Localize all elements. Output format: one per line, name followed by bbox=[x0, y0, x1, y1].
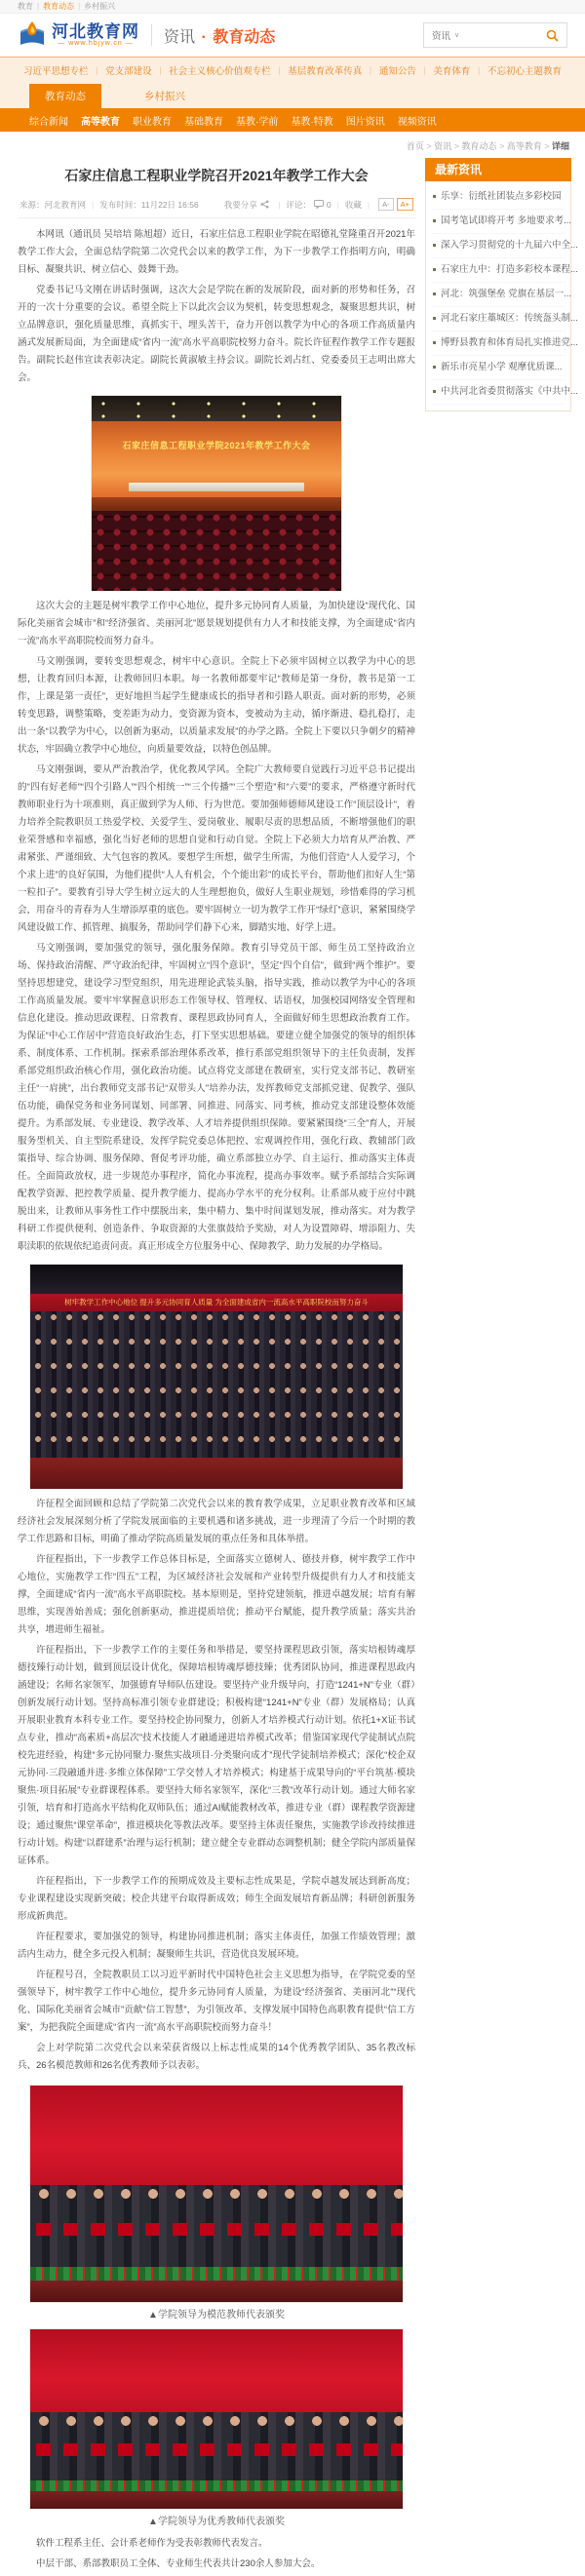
search-box[interactable] bbox=[423, 22, 567, 48]
breadcrumb-home[interactable]: 首页 > bbox=[407, 141, 434, 151]
photo-stage-front bbox=[30, 2491, 403, 2509]
channel-name: 教育动态 bbox=[213, 28, 276, 46]
paragraph: 许征程指出，下一步教学工作的主要任务和举措是，要坚持课程思政引领，落实培根铸魂厚德技臻行动计划，做到顶层设计优化，保障培根铸魂厚德技臻；优秀团队协同，推进课程思政内涵建设；名师名家领军，加强德育导师队伍建设。要坚持产业升级导向，打造“1241+N”专业（群）创新发展行动计划。坚持高标准引领专业群建设；积极构建“1241+N”专业（群）发展格局；认真开展职业教育本科专业工作。要坚持校企协同聚力，创新人才培养模式行动计划。依托1+X证书试点专业，推动“高素质+高层次”技术技能人才融通递进培养模式改革；借鉴国家现代学徒制试点院校先进经验，构建“多元协同聚力·聚焦实战项目·分类聚向成才”现代学徒制培养模式；深化“校企双元协同·三段融通并进·多维立体保障”工学交替人才培养模式；构建基于成果导向的“平台筑基·模块聚焦·项目拓展”专业群课程体系。要坚持大师名家领军，深化“三教”改革行动计划。通过大师名家引领，培育和打造高水平结构化双师队伍；通过AI赋能教材改革，推进专业（群）课程教学资源建设；通过聚焦“课堂革命”，推进模块化等教法改革。要坚持主体责任聚焦，实施教学诊改持续推进行动计划。构建“以群建系”治理与运行机制；建立健全专业群动态调整机制；健全学院内部质量保证体系。 bbox=[18, 1645, 415, 1866]
nav-link-original-aspiration[interactable]: 不忘初心主题教育 bbox=[487, 66, 562, 77]
photo-stage-front bbox=[30, 2281, 403, 2302]
category-nav bbox=[0, 108, 585, 132]
tab-rural-revitalization[interactable]: 乡村振兴 bbox=[144, 91, 185, 102]
photo-red-backdrop bbox=[30, 2329, 403, 2412]
paragraph: 党委书记马文刚在讲话时强调，这次大会是学院在新的发展阶段，面对新的形势和任务，召开的一次十分重要的会议。希望全院上下以此次会议为契机，转变思想观念，凝聚思想共识，树立品牌意识，强化质量思维，真抓实干、埋头苦干，奋力开创以教学为中心的各项工作高质量内涵式发展新局面，为全面建成“省内一流”高水平高职院校努力奋斗。院长许征程作教学工作专题报告。副院长赵伟宣读表彰决定。副院长黄淑敏主持会议。副院长刘占红、党委委员王志明出席大会。 bbox=[18, 285, 415, 383]
nav-link-xi-thought[interactable]: 习近平思想专栏 bbox=[23, 66, 89, 77]
article-photo-conference-hall bbox=[91, 395, 342, 590]
publish-time-label: 发布时间： bbox=[99, 199, 141, 210]
sidebar bbox=[425, 158, 578, 411]
channel-dot: · bbox=[201, 28, 207, 46]
photo-stage-flowers bbox=[30, 2267, 403, 2280]
subnav-general-news[interactable]: 综合新闻 bbox=[29, 116, 68, 128]
paragraph: 马文刚强调，要加强党的领导，强化服务保障。教育引导党员干部、师生员工坚持政治立场、保持政治清醒、严守政治纪律，牢固树立“四个意识”，坚定“四个自信”，做到“两个维护”。要坚持思想建党，建设学习型党组织，用先进理论武装头脑，指导实践，推动以教学为中心的各项工作高质量发展。要牢牢掌握意识形态工作领导权、管理权、话语权，加强校园网络安全管理和信息化建设。推动思政课程、日常教育、课程思政协同育人，全面做好师生思想政治教育工作。为保证“中心工作居中”营造良好政治生态，打下坚实思想基础。要建立健全加强党的领导的组织体系、制度体系、工作机制。探索系部治理体系改革，推行系部党组织领导下的主任负责制，发挥系部党组织政治核心作用，强化政治功能。试点将党支部建在教研室，实行党支部书记、教研室主任“一肩挑”，出台教师党支部书记“双带头人”培养办法，发挥教师党支部抓党建、促教学、强队伍功能，确保党务和业务同谋划、同部署、同推进、同落实、同考核，推动党支部建设整体效能提升。为系部发展、专业建设、教学改革、人才培养提供组织保障。要紧紧围绕“三全”育人，开展服务型机关、自主型院系建设，发挥学院党委总体把控、宏观调控作用，强化行政、教辅部门政策指导、综合协调、服务保障、督促考评功能，确立系部独立办学、自主运行、推动落实主体责任。全面简政放权，进一步规范办事程序，简化办事流程，提高办事效率。赋予系部结合实际调配教学资源、把控教学质量、提升教学能力、提高办学水平的充分权利。让系部从疲于应付中跳脱出来，让教师从事务性工作中摆脱出来，集中精力、集中时间谋划发展，推动落实。对为教学科研工作提供便利、创造条件、争取资源的大张旗鼓给予奖励，对人为设置障碍、增添阻力、失职渎职的依规依纪追责问责。真正形成全方位服务中心、保障教学、助力发展的办学格局。 bbox=[18, 943, 415, 1252]
divider bbox=[151, 24, 152, 46]
sidebar-title: 最新资讯 bbox=[425, 158, 571, 181]
font-larger-button[interactable]: A+ bbox=[397, 198, 413, 211]
photo-caption: ▲学院领导为模范教师代表颁奖 bbox=[148, 2310, 285, 2321]
nav-link-aesthetic-sports[interactable]: 美育体育 bbox=[433, 66, 471, 77]
photo-audience-seats bbox=[92, 511, 341, 591]
list-item[interactable]: 河北：筑强堡垒 党旗在基层一... bbox=[432, 283, 565, 307]
logo-flame-book-icon bbox=[18, 21, 47, 49]
subnav-higher-edu[interactable]: 高等教育 bbox=[81, 116, 120, 128]
subnav-vocational-edu[interactable]: 职业教育 bbox=[133, 116, 172, 128]
photo-stage-backdrop bbox=[92, 421, 341, 497]
comment-bubble-icon[interactable] bbox=[314, 200, 324, 209]
comment-label: 评论： bbox=[286, 199, 311, 210]
photo-caption: ▲学院领导为优秀教师代表颁奖 bbox=[148, 2517, 285, 2527]
list-item[interactable]: 乐享：衍纸社团装点多彩校园 bbox=[432, 185, 565, 210]
top-mini-nav bbox=[0, 0, 585, 14]
list-item[interactable]: 新乐市亮星小学 观摩优质课... bbox=[432, 356, 565, 380]
chevron-down-icon: ∨ bbox=[454, 32, 460, 39]
list-item[interactable]: 深入学习贯彻党的十九届六中全... bbox=[432, 234, 565, 258]
share-icon[interactable] bbox=[260, 200, 269, 209]
photo-red-backdrop bbox=[30, 2086, 403, 2185]
photo-certificates bbox=[30, 2223, 403, 2236]
list-item[interactable]: 博野县教育和体育局扎实推进党... bbox=[432, 332, 565, 356]
topic-links-row: 习近平思想专栏 | 党支部建设 | 社会主义核心价值观专栏 | 基层教育改革传真 | 通知公告 | 美育体育 | 不忘初心主题教育 bbox=[23, 65, 562, 77]
source-value: 河北教育网 bbox=[44, 199, 87, 210]
photo-red-carpet bbox=[30, 1458, 403, 1489]
breadcrumb bbox=[18, 136, 571, 158]
paragraph: 许征程全面回顾和总结了学院第二次党代会以来的教育教学成果，立足职业教育改革和区域经济社会发展深刻分析了学院发展面临的主要机遇和诸多挑战，进一步理清了今后一个时期的教学工作思路和目标，明确了推动学院高质量发展的重点任务和具体举措。 bbox=[18, 1499, 415, 1544]
main-content bbox=[0, 132, 585, 2576]
photo-banner-text: 石家庄信息工程职业学院2021年教学工作大会 bbox=[122, 441, 311, 450]
comment-count[interactable]: 0 bbox=[326, 199, 332, 210]
subnav-basic-edu[interactable]: 基础教育 bbox=[184, 116, 223, 128]
paragraph: 本网讯（通讯员 吴培培 陈旭超）近日，石家庄信息工程职业学院在昭德礼堂隆重召开2021年教学工作大会，全面总结学院第二次党代会以来的教学工作，为下一步教学工作指明方向，明确目标、凝聚共识、树立信心、鼓舞干劲。 bbox=[18, 229, 415, 275]
topbar-link-edu-news[interactable]: 教育动态 bbox=[43, 2, 75, 11]
article-photo-group bbox=[29, 1264, 404, 1488]
photo-awardees-row bbox=[30, 2412, 403, 2480]
topbar-link-edu[interactable]: 教育 bbox=[18, 2, 33, 11]
share-label[interactable]: 我要分享 bbox=[223, 199, 257, 210]
channel-title bbox=[164, 24, 275, 47]
breadcrumb-current: 详细 bbox=[551, 141, 569, 151]
search-icon bbox=[546, 29, 559, 42]
nav-link-party-branch[interactable]: 党支部建设 bbox=[105, 66, 152, 77]
photo-certificates bbox=[30, 2443, 403, 2456]
site-logo[interactable] bbox=[18, 21, 139, 49]
font-smaller-button[interactable]: A- bbox=[378, 198, 394, 211]
photo-banner-text: 树牢教学工作中心地位 提升多元协同育人质量 为全面建成省内一流高水平高职院校而努力奋斗 bbox=[30, 1294, 403, 1311]
list-item[interactable]: 国考笔试即将开考 多地要求考... bbox=[432, 210, 565, 234]
source-label: 来源： bbox=[20, 199, 45, 210]
subnav-preschool[interactable]: 基教·学前 bbox=[236, 116, 279, 128]
divider: | bbox=[37, 2, 40, 11]
photo-ceiling-lights bbox=[92, 396, 341, 421]
paragraph: 许征程要求，要加强党的领导，构建协同推进机制；落实主体责任，加强工作绩效管理；激活内生动力，健全多元投入机制；凝聚师生共识，营造优良发展环境。 bbox=[18, 1932, 415, 1960]
publish-time-value: 11月22日 16:56 bbox=[140, 199, 199, 210]
nav-link-core-values[interactable]: 社会主义核心价值观专栏 bbox=[169, 66, 271, 77]
article-photo-award-model-teachers bbox=[29, 2085, 404, 2303]
breadcrumb-edu-news[interactable]: 教育动态 > bbox=[461, 141, 506, 151]
nav-link-notices[interactable]: 通知公告 bbox=[378, 66, 416, 77]
subnav-special-edu[interactable]: 基教·特教 bbox=[291, 116, 333, 128]
breadcrumb-news[interactable]: 资讯 > bbox=[434, 141, 461, 151]
paragraph: 软件工程系主任、会计系老师作为受表彰教师代表发言。 bbox=[36, 2538, 268, 2549]
photo-stage-front bbox=[92, 497, 341, 511]
paragraph: 马文刚强调，要从严治教治学，优化教风学风。全院广大教师要自觉践行习近平总书记提出的“四有好老师”“四个引路人”“四个相统一”“三个传播”“三个塑造”和“六要”的要求，严格遵守新时代教师职业行为十项准则，真正做到学为人师、行为世范。要加强师德师风建设工作“顶层设计”，着力培养全院教职员工热爱学校、关爱学生、爱岗敬业、履职尽责的思想品质，不断增强他们的职业荣誉感和幸福感，强化当好老师的思想自觉和行动自觉。全院上下必须大力培育从严治教、严肃紧张、严谨细致、大气包容的教风。要想学生所想，做学生所需，为他们营造“人人爱学习，个个求上进”的良好氛围，为他们提供“人人有机会，个个能出彩”的成长平台，帮助他们扣好人生“第一粒扣子”。要教育引导大学生树立远大的人生理想抱负，做好人生职业规划，珍惜难得的学习机会，用奋斗的青春为人生增添厚重的底色。要牢固树立一切为教学工作开“绿灯”意识，紧紧围绕学风建设做工作、抓管理、搞服务，帮助同学们静下心来，脚踏实地、好学上进。 bbox=[18, 764, 415, 933]
tab-edu-news[interactable]: 教育动态 bbox=[29, 84, 101, 108]
photo-crowd bbox=[30, 1311, 403, 1458]
nav-link-edu-reform[interactable]: 基层教育改革传真 bbox=[288, 66, 363, 77]
photo-rostrum-table bbox=[129, 483, 303, 491]
paragraph: 许征程号召，全院教职员工以习近平新时代中国特色社会主义思想为指导，在学院党委的坚强领导下，树牢教学工作中心地位，提升多元协同育人质量，为建设“经济强省、美丽河北”“现代化、国际化美丽省会城市”贡献“信工智慧”，为引领改革、支撑发展中国特色高职教育提供“信工方案”，为把我院全面建成“省内一流”高水平高职院校而努力奋斗！ bbox=[18, 1970, 415, 2033]
subnav-photo-news[interactable]: 图片资讯 bbox=[345, 116, 385, 128]
channel-prefix: 资讯 bbox=[164, 28, 196, 46]
breadcrumb-higher-edu[interactable]: 高等教育 > bbox=[507, 141, 552, 151]
site-name: 河北教育网 bbox=[52, 22, 139, 41]
list-item[interactable]: 河北石家庄藁城区：传统盔头制... bbox=[432, 307, 565, 332]
tabs-row bbox=[0, 83, 585, 108]
article-meta: 来源： 河北教育网 | 发布时间： 11月22日 16:56 我要分享 | 评论： 0 | 收藏 | A- A+ bbox=[18, 195, 415, 218]
photo-stage-flowers bbox=[30, 2480, 403, 2491]
paragraph: 许征程指出，下一步教学工作的预期成效及主要标志性成果是，学院卓越发展达到新高度；专业课程建设实现新突破；校企共建平台取得新成效；师生全面发展培育新品牌；科研创新服务形成新典范。 bbox=[18, 1876, 415, 1922]
site-url: — www.hbjyw.cn — bbox=[58, 40, 134, 47]
search-button[interactable] bbox=[546, 29, 559, 42]
article bbox=[18, 158, 419, 2576]
list-item[interactable]: 中共河北省委贯彻落实《中共中... bbox=[432, 380, 565, 405]
article-photo-award-excellent-teachers bbox=[29, 2328, 404, 2510]
paragraph: 许征程指出，下一步教学工作总体目标是，全面落实立德树人、德技并修，树牢教学工作中心地位，实施教学工作“四五”工程，为区域经济社会发展和产业转型升级提供有力人才和技能支撑，全面建成“省内一流”高水平高职院校。基本原则是，坚持党建领航，推进卓越发展；培育有解思维，实现善始善成；强化创新驱动，推进提质培优；推动平台赋能，提升教学质量；落实共治共享，增进师生福祉。 bbox=[18, 1554, 415, 1635]
secondary-nav bbox=[0, 57, 585, 108]
topbar-link-rural[interactable]: 乡村振兴 bbox=[84, 2, 116, 11]
subnav-video-news[interactable]: 视频资讯 bbox=[397, 116, 437, 128]
logo-text bbox=[52, 23, 139, 47]
article-title: 石家庄信息工程职业学院召开2021年教学工作大会 bbox=[64, 168, 369, 183]
favorite-button[interactable]: 收藏 bbox=[344, 199, 362, 210]
paragraph: 马文刚强调，要转变思想观念，树牢中心意识。全院上下必须牢固树立以教学为中心的思想，让教育回归本源，让教师回归本职。每一名教师都要牢记“教师是第一身份，教书是第一工作，上课是第一责任”，更好地担当起学生健康成长的指导者和引路人职责。面对新的形势，必须转变思路，调整策略，变差距为动力，变资源为资本，变被动为主动，循序渐进、稳扎稳打，走出一条“以教学为中心，以创新为驱动，以质量求发展”的办学之路。全院上下要以只争朝夕的精神状态，牢固确立教学中心地位，向质量要效益，以特色创品牌。 bbox=[18, 656, 415, 755]
paragraph: 中层干部、系部教职员工全体、专业师生代表共计230余人参加大会。 bbox=[36, 2558, 321, 2569]
search-category-select[interactable]: 资讯 bbox=[432, 31, 451, 42]
divider: | bbox=[78, 2, 81, 11]
paragraph: 会上对学院第二次党代会以来荣获省级以上标志性成果的14个优秀教学团队、35名教改标兵、26名模范教师和26名优秀教师予以表彰。 bbox=[18, 2043, 415, 2071]
photo-awardees-row bbox=[30, 2185, 403, 2267]
latest-news-list bbox=[425, 181, 578, 411]
paragraph: 这次大会的主题是树牢教学工作中心地位，提升多元协同育人质量，为加快建设“现代化、国际化美丽省会城市”和“经济强省、美丽河北”愿景规划提供有力人才和技能支撑，为全面建成“省内一流”高水平高职院校而努力奋斗。 bbox=[18, 601, 415, 646]
site-header bbox=[0, 14, 585, 57]
list-item[interactable]: 石家庄九中：打造多彩校本课程... bbox=[432, 258, 565, 283]
photo-hall-ceiling bbox=[30, 1265, 403, 1294]
